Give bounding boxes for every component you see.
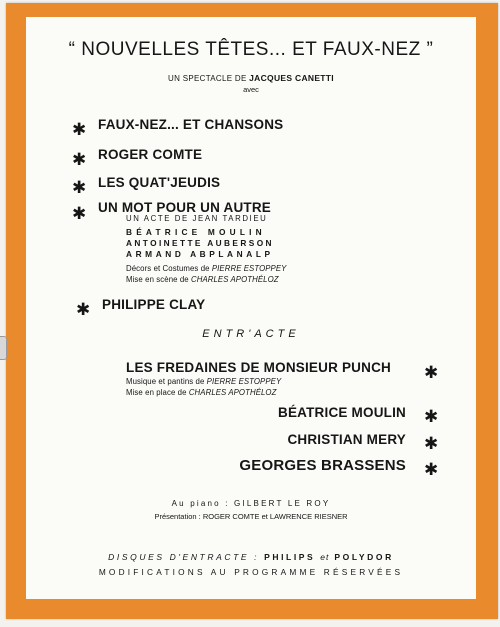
act-quat-jeudis: LES QUAT'JEUDIS <box>98 175 221 190</box>
music-credit <box>126 377 281 386</box>
records-and: et <box>320 552 330 562</box>
act-beatrice-moulin: BÉATRICE MOULIN <box>278 405 406 420</box>
records-label: DISQUES D'ENTRACTE : <box>108 552 260 562</box>
act-christian-mery: CHRISTIAN MERY <box>287 432 406 447</box>
presenter-prefix: UN SPECTACLE DE <box>168 74 247 83</box>
presentation-names: ROGER COMTE et LAWRENCE RIESNER <box>202 512 348 521</box>
cast-member: BÉATRICE MOULIN <box>126 227 266 237</box>
star-icon: ✱ <box>72 204 87 223</box>
act-un-mot-subtitle: UN ACTE DE JEAN TARDIEU <box>126 214 268 223</box>
star-icon: ✱ <box>424 363 439 382</box>
act-georges-brassens: GEORGES BRASSENS <box>239 457 406 474</box>
with-label: avec <box>243 85 259 94</box>
sets-name: PIERRE ESTOPPEY <box>211 264 287 273</box>
program-border <box>6 3 498 619</box>
staging-credit <box>126 275 279 284</box>
music-label: Musique et pantins de <box>126 377 205 386</box>
music-name: PIERRE ESTOPPEY <box>206 377 282 386</box>
presentation-credit <box>26 512 476 521</box>
presenter-name: JACQUES CANETTI <box>249 73 334 83</box>
star-icon: ✱ <box>76 300 91 319</box>
punch-staging-name: CHARLES APOTHÉLOZ <box>188 388 277 397</box>
act-fredaines: LES FREDAINES DE MONSIEUR PUNCH <box>126 360 391 375</box>
sets-label: Décors et Costumes de <box>126 264 210 273</box>
act-un-mot-title: UN MOT POUR UN AUTRE <box>98 200 271 215</box>
piano-credit: Au piano : GILBERT LE ROY <box>171 499 331 508</box>
presenter-line <box>26 73 476 83</box>
record-label-polydor: POLYDOR <box>334 552 394 562</box>
punch-staging-label: Mise en place de <box>126 388 187 397</box>
cast-member: ANTOINETTE AUBERSON <box>126 238 274 248</box>
punch-staging-credit <box>126 388 276 397</box>
record-label-philips: PHILIPS <box>264 552 316 562</box>
star-icon: ✱ <box>424 407 439 426</box>
star-icon: ✱ <box>72 178 87 197</box>
staple <box>0 336 7 360</box>
star-icon: ✱ <box>72 150 87 169</box>
cast-member: ARMAND ABPLANALP <box>126 249 274 259</box>
program-note: MODIFICATIONS AU PROGRAMME RÉSERVÉES <box>98 567 404 577</box>
act-philippe-clay: PHILIPPE CLAY <box>102 297 206 312</box>
star-icon: ✱ <box>72 120 87 139</box>
program-title: “ NOUVELLES TÊTES... ET FAUX-NEZ ” <box>68 39 434 60</box>
staging-label: Mise en scène de <box>126 275 189 284</box>
act-roger-comte: ROGER COMTE <box>98 147 203 162</box>
staging-name: CHARLES APOTHÉLOZ <box>191 275 279 284</box>
presentation-label: Présentation : <box>154 512 201 521</box>
star-icon: ✱ <box>424 434 439 453</box>
program-page <box>26 17 476 599</box>
star-icon: ✱ <box>424 460 439 479</box>
sets-credit <box>126 264 286 273</box>
act-faux-nez: FAUX-NEZ... ET CHANSONS <box>98 117 284 132</box>
records-line <box>26 552 476 562</box>
intermission-label: ENTR'ACTE <box>202 328 300 340</box>
